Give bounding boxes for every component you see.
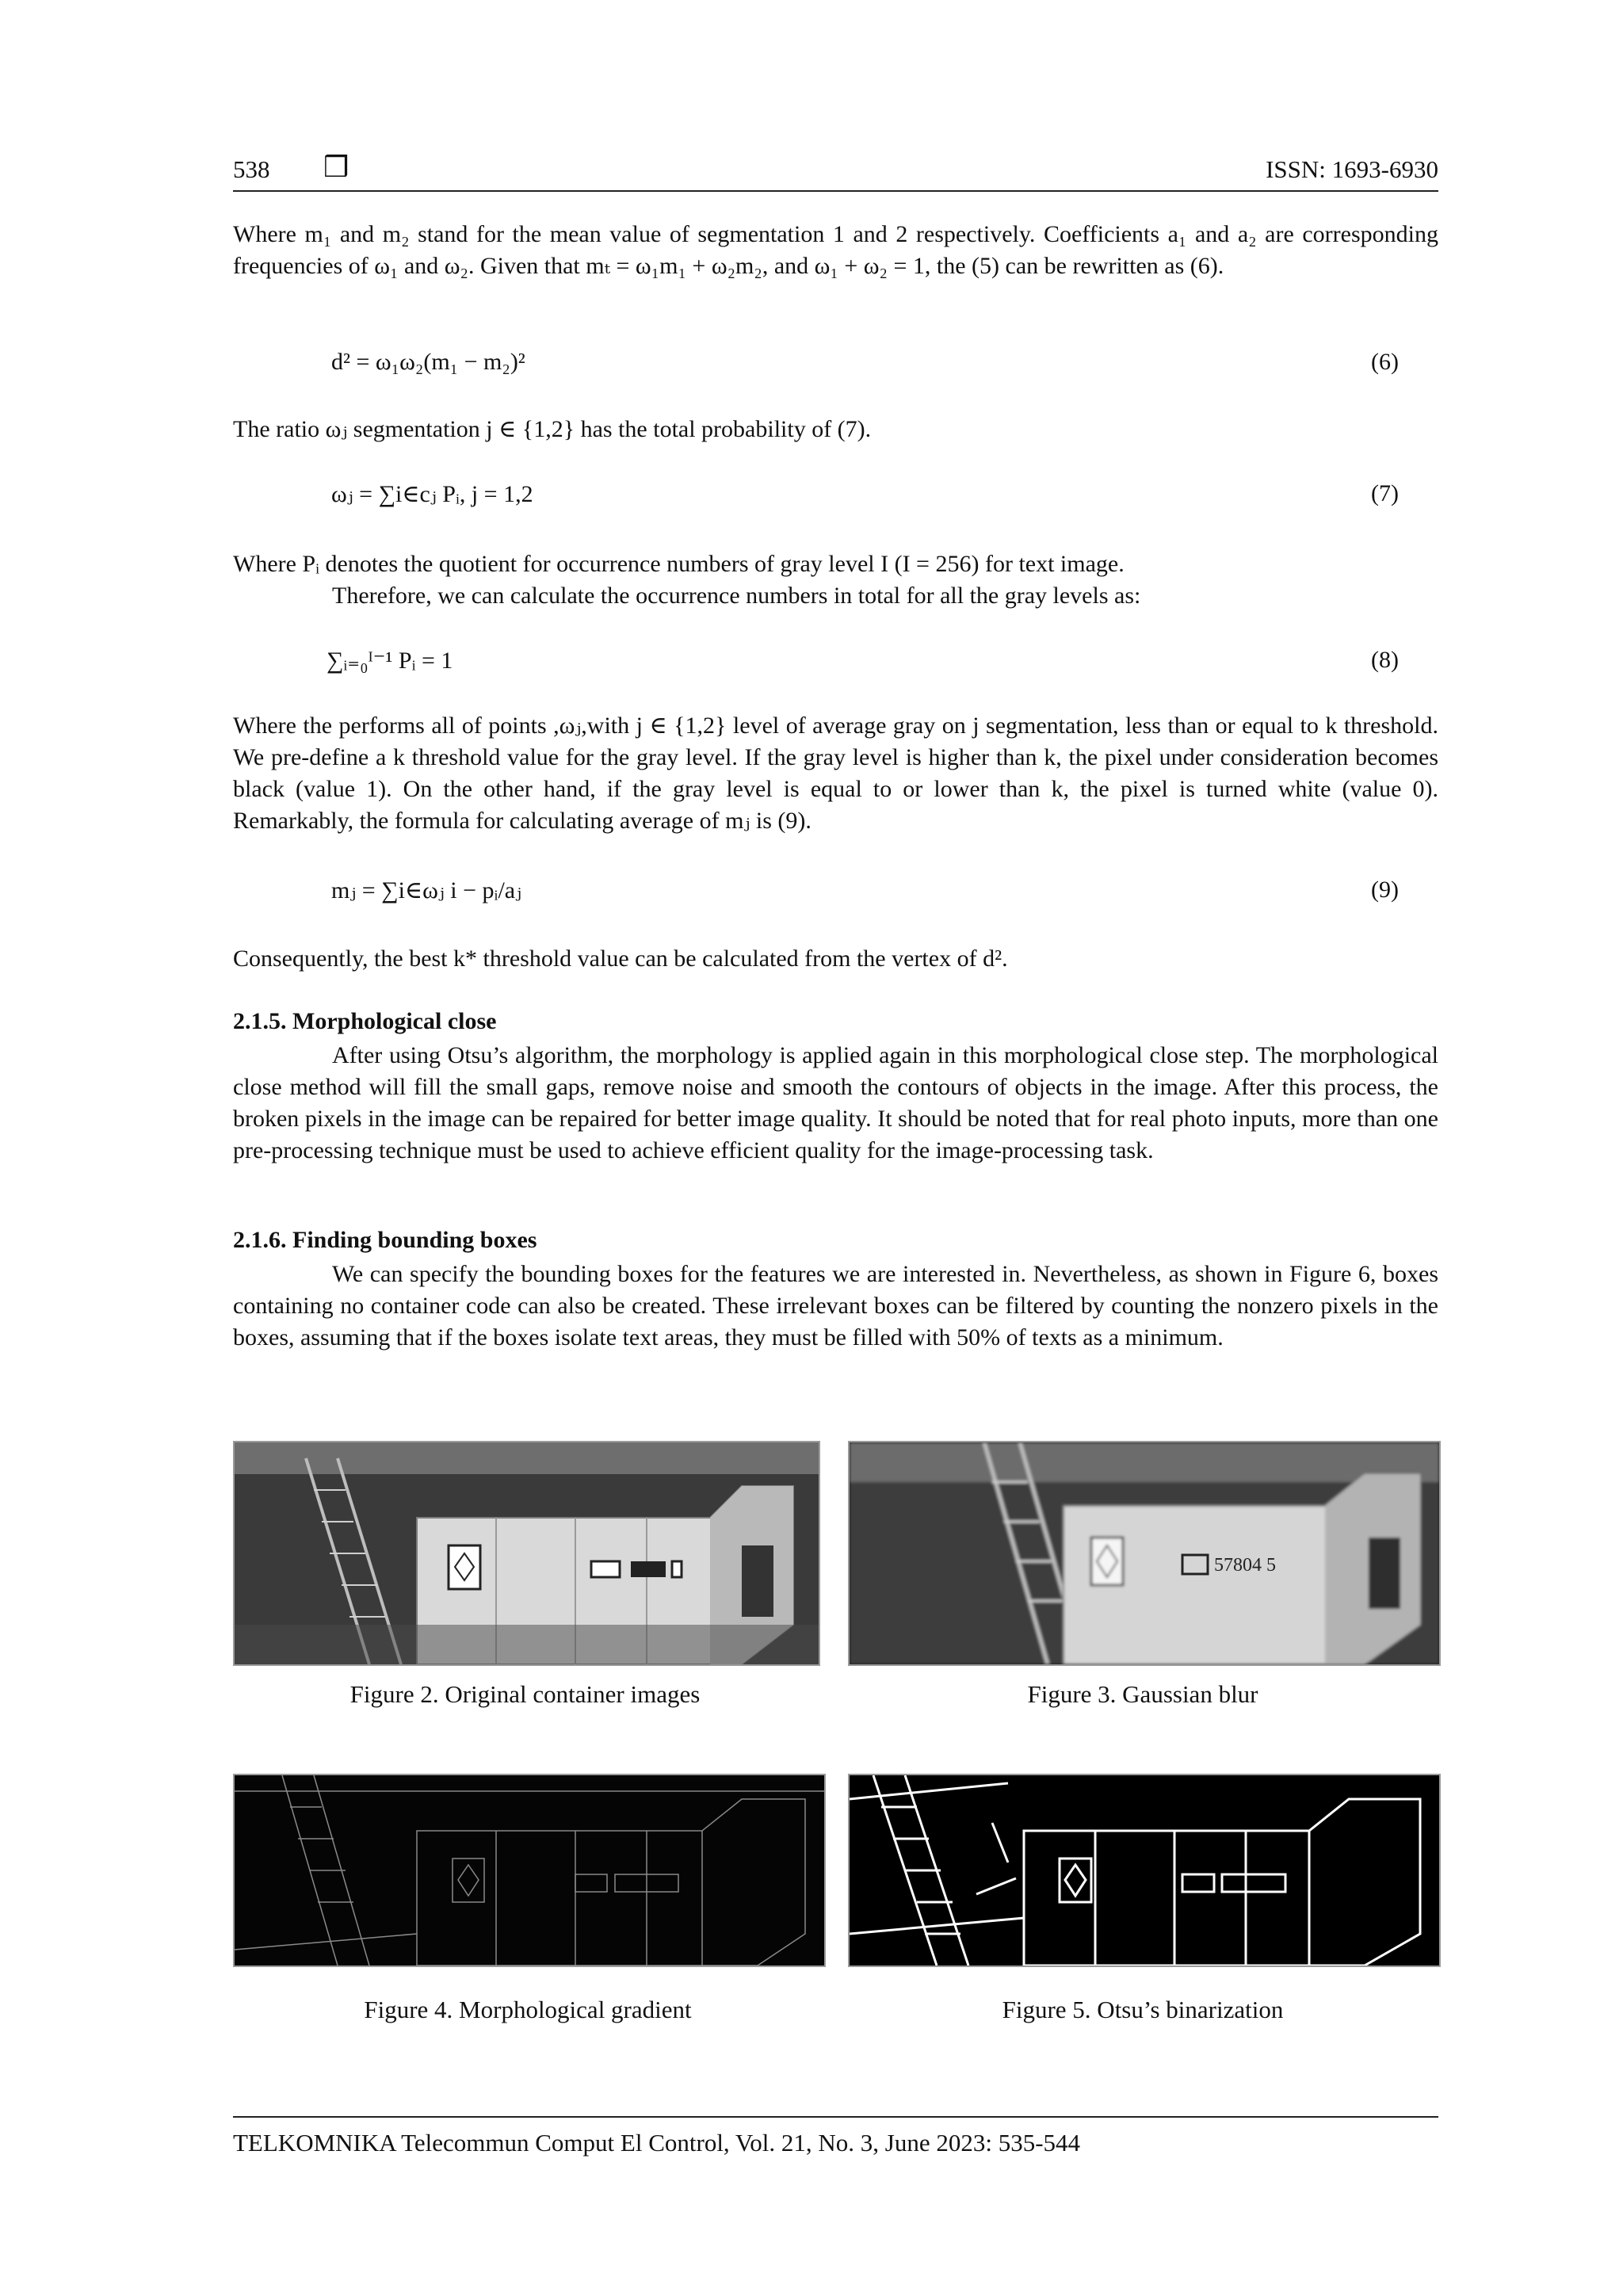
- figure-2-caption: Figure 2. Original container images: [349, 1680, 701, 1708]
- paragraph: [233, 414, 1438, 445]
- figure-3-caption: Figure 3. Gaussian blur: [1027, 1680, 1258, 1708]
- equation-8: ∑ᵢ₌₀ᴵ⁻¹ Pᵢ = 1: [327, 648, 453, 674]
- equation-number: (8): [1371, 647, 1399, 673]
- figure-5-image: [848, 1774, 1441, 1967]
- paragraph-text: Where the performs all of points ,ωⱼ,with j ∈ {1,2} level of average gray on j segmentation, less than or equal to k threshold. We pre-define a k threshold value for the gray level. If the gray level is higher than k, the pixel under consideration becomes black (value 1). On the other hand, if the gray level is equal to or lower than k, the pixel is turned white (value 0). Remarkably, the formula for calculating average of mⱼ is (9).: [233, 712, 1438, 834]
- figure-3-image: [848, 1441, 1441, 1666]
- paragraph: [233, 943, 1438, 975]
- figure-2-image: [233, 1441, 820, 1666]
- section-heading: 2.1.5. Morphological close: [233, 1008, 497, 1034]
- section-heading: 2.1.6. Finding bounding boxes: [233, 1227, 537, 1253]
- figure-4-caption: Figure 4. Morphological gradient: [364, 1996, 692, 2023]
- paragraph: [233, 219, 1438, 282]
- header-rule: [233, 190, 1438, 192]
- figure-5-caption: Figure 5. Otsu’s binarization: [1002, 1996, 1284, 2023]
- issn: ISSN: 1693-6930: [1266, 155, 1438, 183]
- paragraph: [233, 1040, 1438, 1167]
- equation-9: mⱼ = ∑i∈ωⱼ i − pᵢ/aⱼ: [331, 877, 522, 904]
- equation-number: (7): [1371, 480, 1399, 506]
- paragraph-text: Where Pᵢ denotes the quotient for occurrence numbers of gray level I (I = 256) for text image.: [233, 551, 1125, 577]
- paragraph: [233, 710, 1438, 837]
- paragraph-text: We can specify the bounding boxes for the features we are interested in. Nevertheless, as shown in Figure 6, boxes containing no container code can also be created. These irrelevant boxes can be filtered by counting the nonzero pixels in the boxes, assuming that if the boxes isolate text areas, they must be filled with 50% of texts as a minimum.: [233, 1261, 1438, 1350]
- paragraph: [233, 1259, 1438, 1354]
- paragraph-text: After using Otsu’s algorithm, the morphology is applied again in this morphological close step. The morphological close method will fill the small gaps, remove noise and smooth the contours of objects in the image. After this process, the broken pixels in the image can be repaired for better image quality. It should be noted that for real photo inputs, more than one pre-processing technique must be used to achieve efficient quality for the image-processing task.: [233, 1042, 1438, 1163]
- paragraph-text: Where m₁ and m₂ stand for the mean value of segmentation 1 and 2 respectively. Coefficients a₁ and a₂ are corresponding frequencies of ω₁ and ω₂. Given that mₜ = ω₁m₁ + ω₂m₂, and ω₁ + ω₂ = 1, the (5) can be rewritten as (6).: [233, 221, 1438, 279]
- equation-7: ωⱼ = ∑i∈cⱼ Pᵢ, j = 1,2: [331, 481, 533, 507]
- page-number: 538: [233, 155, 270, 183]
- paragraph-text: The ratio ωⱼ segmentation j ∈ {1,2} has the total probability of (7).: [233, 416, 872, 442]
- footer: TELKOMNIKA Telecommun Comput El Control, Vol. 21, No. 3, June 2023: 535-544: [233, 2129, 1081, 2157]
- figure-3-code-text: 57804 5: [1214, 1555, 1276, 1576]
- box-icon: ❒: [323, 151, 349, 183]
- paragraph: [233, 548, 1438, 612]
- equation-number: (9): [1371, 877, 1399, 903]
- equation-number: (6): [1371, 349, 1399, 375]
- paragraph-text: Consequently, the best k* threshold value can be calculated from the vertex of d².: [233, 946, 1008, 972]
- paragraph-text: Therefore, we can calculate the occurrence numbers in total for all the gray levels as:: [332, 583, 1141, 609]
- equation-6: d² = ω₁ω₂(m₁ − m₂)²: [331, 349, 525, 375]
- figure-4-image: [233, 1774, 826, 1967]
- footer-rule: [233, 2116, 1438, 2118]
